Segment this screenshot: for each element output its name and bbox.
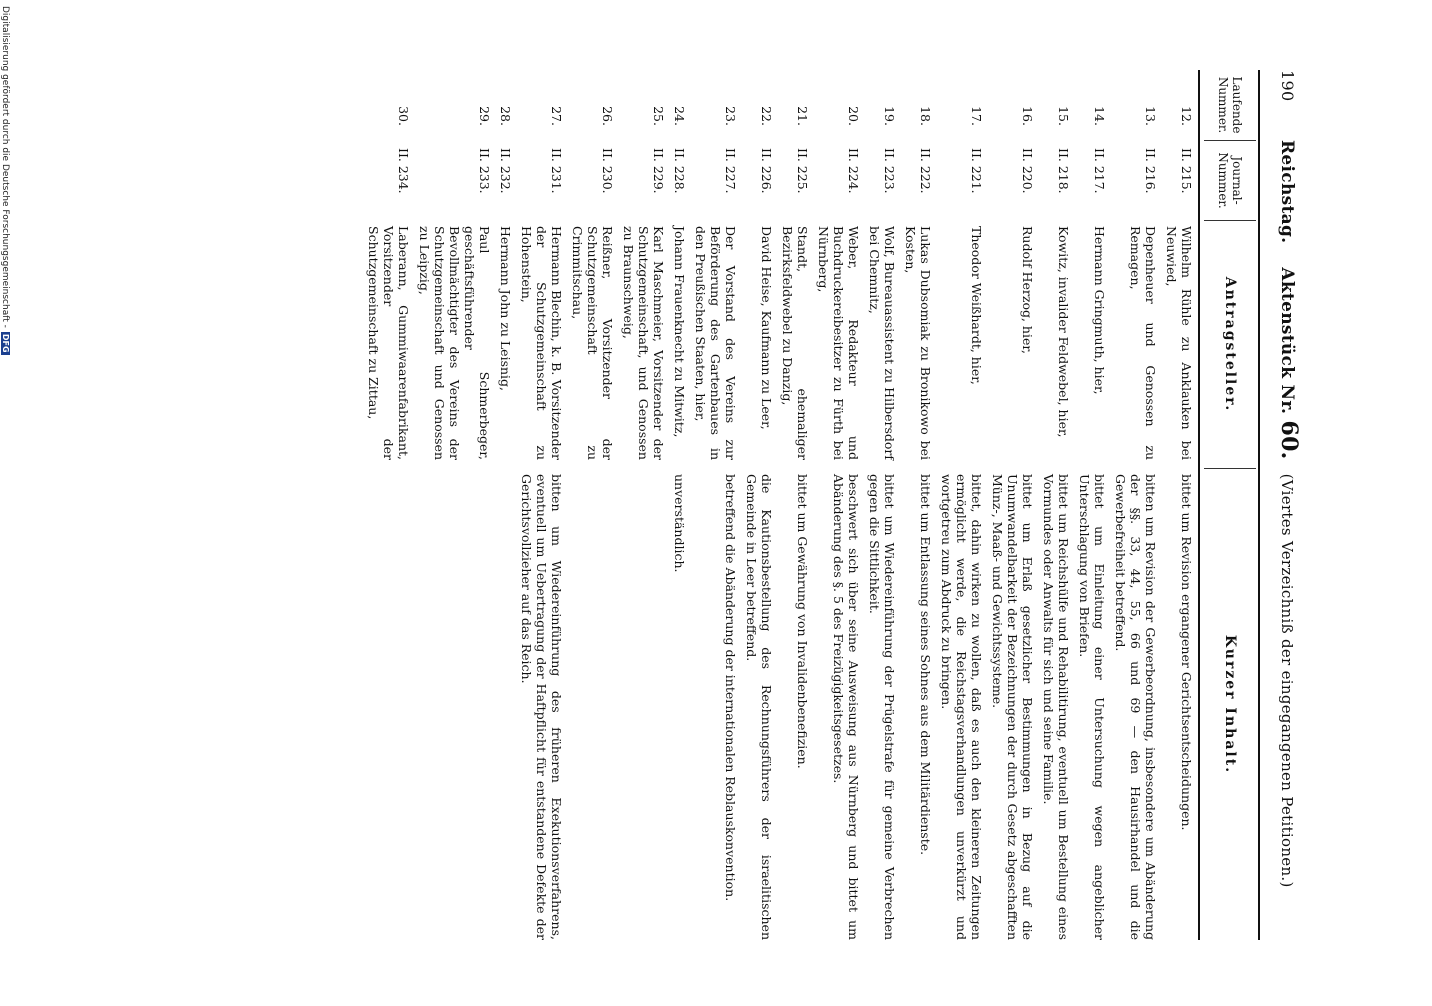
annex-number: 60. <box>1276 420 1302 460</box>
cell-antragsteller: Theodor Weißhardt, hier, <box>969 226 984 385</box>
digitization-note <box>0 0 10 1006</box>
table-row <box>498 70 513 940</box>
col-header-journal: Journal-Nummer. <box>1204 140 1256 220</box>
table-row <box>903 70 933 940</box>
petition-table <box>360 70 1194 940</box>
cell-inhalt: bittet um Reichshülfe und Rehabilitirung, eventuell um Bestellung eines Vormundes oder Anwalts für sich und seine Familie. <box>1041 474 1071 940</box>
cell-lfd: 18. <box>918 106 933 126</box>
table-row <box>939 70 984 940</box>
table-row <box>366 70 411 940</box>
cell-antragsteller: Laberann, Gummiwaarenfabrikant, Vorsitzender der Schutzgemeinschaft zu Zittau, <box>366 226 411 460</box>
cell-lfd: 27. <box>549 106 564 126</box>
cell-lfd: 29. <box>477 106 492 126</box>
cell-inhalt: bitten um Wiedereinführung des früheren Exekutionsverfahrens, eventuell um Uebertragung der Haftpflicht für entstandene Defekte der Gerichtsvollzieher auf das Reich. <box>519 474 564 940</box>
cell-journal: II. 229. <box>651 148 666 194</box>
cell-antragsteller: Karl Maschmeier, Vorsitzender der Schutzgemeinschaft, und Genossen zu Braunschweig, <box>621 226 666 460</box>
cell-journal: II. 230. <box>600 148 615 194</box>
cell-inhalt: bittet, dahin wirken zu wollen, daß es auch den kleineren Zeitungen ermöglicht werde, die Reichstagsverhandlungen unverkürzt und wortgetreu zum Abdruck zu bringen. <box>939 474 984 940</box>
table-row <box>1164 70 1194 940</box>
cell-antragsteller: Hermann Gringmuth, hier, <box>1092 226 1107 395</box>
cell-inhalt: unverständlich. <box>672 474 687 573</box>
cell-journal: II. 220. <box>1020 148 1035 194</box>
cell-antragsteller: Johann Frauenknecht zu Mitwitz, <box>672 226 687 438</box>
table-row <box>693 70 738 940</box>
cell-inhalt: bittet um Wiedereinführung der Prügelstrafe für gemeine Verbrechen gegen die Sittlichkeit. <box>867 474 897 940</box>
cell-antragsteller: Wolf, Bureauassistent zu Hilbersdorf bei Chemnitz, <box>867 226 897 460</box>
page-number: 190 <box>1278 70 1297 102</box>
cell-antragsteller: Reißner, Vorsitzender der Schutzgemeinschaft zu Crimmitschau, <box>570 226 615 460</box>
cell-antragsteller: Kowitz, invalider Feldwebel, hier, <box>1056 226 1071 438</box>
cell-antragsteller: David Heise, Kaufmann zu Leer, <box>759 226 774 430</box>
table-row <box>417 70 492 940</box>
column-headers <box>1204 70 1256 940</box>
cell-inhalt: bitten um Revision der Gewerbeordnung, insbesondere um Abänderung der §§. 33, 44, 55, 66 und 69 — den Hausirhandel und die Gewerbefreiheit betreffend. <box>1113 474 1158 940</box>
cell-journal: II. 215. <box>1179 148 1194 194</box>
cell-lfd: 12. <box>1179 106 1194 126</box>
annex-label-text: Aktenstück Nr. <box>1277 267 1297 415</box>
cell-journal: II. 227. <box>723 148 738 194</box>
cell-lfd: 16. <box>1020 106 1035 126</box>
col-header-inhalt: Kurzer Inhalt. <box>1204 468 1256 940</box>
cell-antragsteller: Hermann John zu Leisnig, <box>498 226 513 392</box>
table-row <box>990 70 1035 940</box>
table-row <box>1077 70 1107 940</box>
table-row <box>816 70 861 940</box>
cell-lfd: 23. <box>723 106 738 126</box>
cell-lfd: 17. <box>969 106 984 126</box>
cell-lfd: 14. <box>1092 106 1107 126</box>
cell-journal: II. 231. <box>549 148 564 194</box>
cell-lfd: 24. <box>672 106 687 126</box>
cell-antragsteller: Hermann Blechin, k. B. Vorsitzender der Schutzgemeinschaft zu Hohenstein, <box>519 226 564 460</box>
table-row <box>867 70 897 940</box>
cell-journal: II. 222. <box>918 148 933 194</box>
cell-lfd: 21. <box>795 106 810 126</box>
cell-inhalt: bittet um Revision ergangener Gerichtsentscheidungen. <box>1179 474 1194 831</box>
table-row <box>780 70 810 940</box>
cell-journal: II. 233. <box>477 148 492 194</box>
cell-antragsteller: Paul Schmerbeger, geschäftsführender Bevollmächtigter des Vereins der Schutzgemeinschaft und Genossen zu Leipzig, <box>417 226 492 460</box>
cell-inhalt: bittet um Erlaß gesetzlicher Bestimmungen in Bezug auf die Unumwandelbarkeit der Bezeichnungen der durch Gesetz abgeschafften Münz-, Maaß- und Gewichtssysteme. <box>990 474 1035 940</box>
cell-lfd: 19. <box>882 106 897 126</box>
col-header-lfd: Laufende Nummer. <box>1216 76 1244 134</box>
cell-lfd: 20. <box>846 106 861 126</box>
table-row <box>672 70 687 940</box>
cell-antragsteller: Wilhelm Rühle zu Anklauken bei Neuwied, <box>1164 226 1194 460</box>
cell-inhalt: bittet um Entlassung seines Sohnes aus dem Militärdienste. <box>918 474 933 856</box>
header-subtitle: (Viertes Verzeichniß der eingegangenen Petitionen.) <box>1278 473 1296 888</box>
cell-journal: II. 224. <box>846 148 861 194</box>
cell-antragsteller: Lukas Dubsomiak zu Bronikowo bei Kosten, <box>903 226 933 460</box>
digitization-note-text: Digitalisierung gefördert durch die Deutsche Forschungsgemeinschaft - <box>0 6 10 328</box>
cell-inhalt: betreffend die Abänderung der internationalen Reblauskonvention. <box>723 474 738 902</box>
cell-antragsteller: Der Vorstand des Vereins zur Beförderung des Gartenbaues in den Preußischen Staaten, hier, <box>693 226 738 460</box>
cell-antragsteller: Standt, ehemaliger Bezirksfeldwebel zu Danzig, <box>780 226 810 460</box>
cell-journal: II. 216. <box>1143 148 1158 194</box>
page-header <box>1264 70 1302 940</box>
cell-antragsteller: Weber, Redakteur und Buchdruckereibesitzer zu Fürth bei Nürnberg, <box>816 226 861 460</box>
top-rule <box>1258 70 1260 940</box>
cell-journal: II. 218. <box>1056 148 1071 194</box>
cell-lfd: 13. <box>1143 106 1158 126</box>
cell-antragsteller: Depenheuer und Genossen zu Remagen, <box>1128 226 1158 460</box>
table-row <box>1041 70 1071 940</box>
cell-journal: II. 225. <box>795 148 810 194</box>
table-row <box>570 70 615 940</box>
cell-inhalt: bittet um Gewährung von Invalidenbenefizien. <box>795 474 810 769</box>
header-title: Reichstag. <box>1277 140 1297 244</box>
cell-antragsteller: Rudolf Herzog, hier, <box>1020 226 1035 354</box>
cell-journal: II. 234. <box>396 148 411 194</box>
cell-journal: II. 223. <box>882 148 897 194</box>
cell-inhalt: beschwert sich über seine Ausweisung aus Nürnberg und bittet um Abänderung des §. 5 des Freizügigkeitsgesetzes. <box>831 474 861 940</box>
table-row <box>744 70 774 940</box>
header-rule <box>1198 70 1200 940</box>
cell-journal: II. 228. <box>672 148 687 194</box>
cell-lfd: 26. <box>600 106 615 126</box>
annex-label <box>1276 267 1302 459</box>
cell-journal: II. 221. <box>969 148 984 194</box>
cell-lfd: 15. <box>1056 106 1071 126</box>
table-row <box>519 70 564 940</box>
cell-lfd: 22. <box>759 106 774 126</box>
cell-journal: II. 226. <box>759 148 774 194</box>
dfg-logo: DFG <box>1 333 10 353</box>
cell-inhalt: die Kautionsbestellung des Rechnungsführers der israelitischen Gemeinde in Leer betreffend. <box>744 474 774 940</box>
table-row <box>1113 70 1158 940</box>
table-row <box>621 70 666 940</box>
cell-journal: II. 232. <box>498 148 513 194</box>
cell-inhalt: bittet um Einleitung einer Untersuchung wegen angeblicher Unterschlagung von Briefen. <box>1077 474 1107 940</box>
cell-journal: II. 217. <box>1092 148 1107 194</box>
cell-lfd: 25. <box>651 106 666 126</box>
cell-lfd: 28. <box>498 106 513 126</box>
cell-lfd: 30. <box>396 106 411 126</box>
col-header-antragsteller: Antragsteller. <box>1204 220 1256 468</box>
